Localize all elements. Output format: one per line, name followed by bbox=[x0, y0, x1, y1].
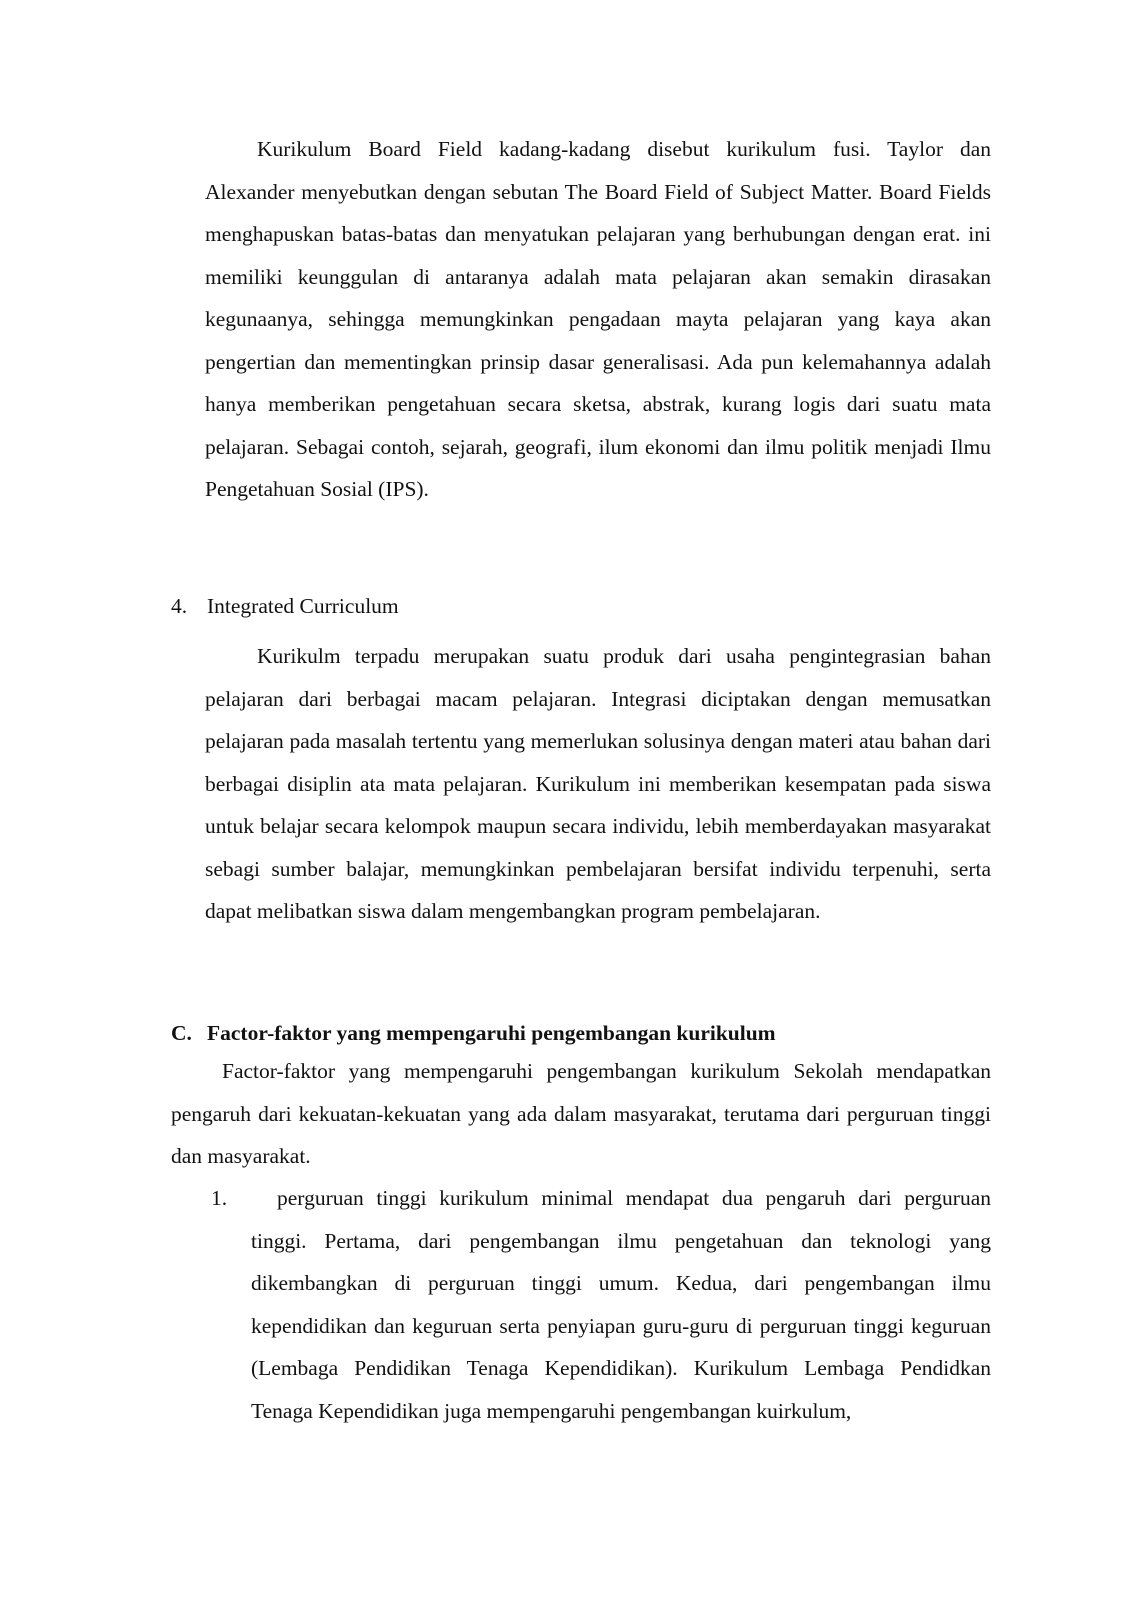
section-c-title: Factor-faktor yang mempengaruhi pengembangan kurikulum bbox=[207, 1021, 776, 1045]
section-c-heading bbox=[171, 1018, 776, 1048]
list-item-1 bbox=[211, 1177, 991, 1432]
section-4-heading bbox=[171, 591, 399, 621]
list-item-1-text: perguruan tinggi kurikulum minimal mendapat dua pengaruh dari perguruan tinggi. Pertama, dari pengembangan ilmu pengetahuan dan teknologi yang dikembangkan di perguruan tinggi umum. Kedua, dari pengembangan ilmu kependidikan dan keguruan serta penyiapan guru-guru di perguruan tinggi keguruan (Lembaga Pendidikan Tenaga Kependidikan). Kurikulum Lembaga Pendidkan Tenaga Kependidikan juga mempengaruhi pengembangan kuirkulum, bbox=[251, 1186, 991, 1423]
paragraph-integrated-curriculum: Kurikulm terpadu merupakan suatu produk dari usaha pengintegrasian bahan pelajaran dari berbagai macam pelajaran. Integrasi diciptakan dengan memusatkan pelajaran pada masalah tertentu yang memerlukan solusinya dengan materi atau bahan dari berbagai disiplin ata mata pelajaran. Kurikulum ini memberikan kesempatan pada siswa untuk belajar secara kelompok maupun secara individu, lebih memberdayakan masyarakat sebagi sumber balajar, memungkinkan pembelajaran bersifat individu terpenuhi, serta dapat melibatkan siswa dalam mengembangkan program pembelajaran. bbox=[205, 644, 991, 923]
paragraph-factors-intro: Factor-faktor yang mempengaruhi pengembangan kurikulum Sekolah mendapatkan pengaruh dari kekuatan-kekuatan yang ada dalam masyarakat, terutama dari perguruan tinggi dan masyarakat. bbox=[171, 1059, 991, 1168]
section-c-letter: C. bbox=[171, 1021, 192, 1045]
paragraph-board-field: Kurikulum Board Field kadang-kadang disebut kurikulum fusi. Taylor dan Alexander menyebutkan dengan sebutan The Board Field of Subject Matter. Board Fields menghapuskan batas-batas dan menyatukan pelajaran yang berhubungan dengan erat. ini memiliki keunggulan di antaranya adalah mata pelajaran akan semakin dirasakan kegunaanya, sehingga memungkinkan pengadaan mayta pelajaran yang kaya akan pengertian dan mementingkan prinsip dasar generalisasi. Ada pun kelemahannya adalah hanya memberikan pengetahuan secara sketsa, abstrak, kurang logis dari suatu mata pelajaran. Sebagai contoh, sejarah, geografi, ilum ekonomi dan ilmu politik menjadi Ilmu Pengetahuan Sosial (IPS). bbox=[205, 137, 991, 501]
list-item-1-number: 1. bbox=[211, 1186, 228, 1210]
section-4-number: 4. bbox=[171, 594, 188, 618]
section-4-title: Integrated Curriculum bbox=[207, 594, 399, 618]
